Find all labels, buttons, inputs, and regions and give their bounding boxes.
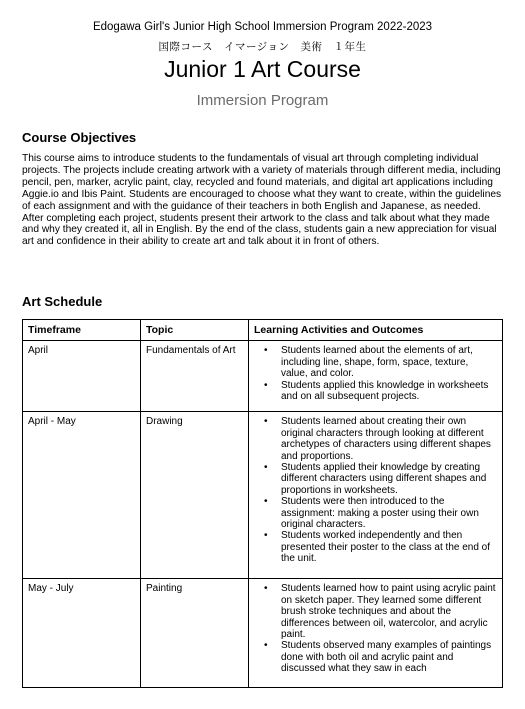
page-title: Junior 1 Art Course — [164, 56, 361, 82]
outcome-item: • Students were then introduced to the assignment: making a poster using their own original characters. — [281, 496, 497, 530]
outcomes-list — [254, 583, 497, 674]
school-program-line: Edogawa Girl's Junior High School Immersion Program 2022-2023 — [92, 21, 433, 33]
timeframe-cell: May - July — [23, 579, 141, 688]
table-row — [23, 412, 503, 579]
outcomes-list — [254, 345, 497, 402]
outcomes-cell — [249, 579, 503, 688]
outcome-item: • Students observed many examples of paintings done with both oil and acrylic paint and discussed what they saw in each — [281, 640, 497, 674]
program-subtitle: Immersion Program — [196, 92, 329, 109]
outcomes-cell — [249, 412, 503, 579]
column-header-outcomes: Learning Activities and Outcomes — [249, 320, 503, 341]
table-row — [23, 579, 503, 688]
outcome-item: • Students learned how to paint using acrylic paint on sketch paper. They learned some different brush stroke techniques and about the differences between oil, watercolor, and acrylic paint. — [281, 583, 497, 640]
japanese-course-line: 国際コース イマージョン 美術 １年生 — [158, 41, 367, 53]
art-schedule-heading: Art Schedule — [22, 294, 103, 309]
outcomes-cell — [249, 341, 503, 412]
topic-cell: Fundamentals of Art — [141, 341, 249, 412]
outcomes-list — [254, 416, 497, 564]
outcome-item: • Students learned about the elements of art, including line, shape, form, space, texture, value, and color. — [281, 345, 497, 379]
timeframe-cell: April - May — [23, 412, 141, 579]
topic-cell: Painting — [141, 579, 249, 688]
table-header-row — [23, 320, 503, 341]
column-header-topic: Topic — [141, 320, 249, 341]
outcome-item: • Students applied this knowledge in worksheets and on all subsequent projects. — [281, 380, 497, 403]
topic-cell: Drawing — [141, 412, 249, 579]
column-header-timeframe: Timeframe — [23, 320, 141, 341]
course-objectives-text: This course aims to introduce students to the fundamentals of visual art through completing individual projects. The projects include creating artwork with a variety of materials through different media, including pencil, pen, marker, acrylic paint, clay, recycled and found materials, and digital art applications including Aggie.io and Ibis Paint. Students are encouraged to choose what they want to create, within the guidelines of each assignment and with the guidance of their teachers in both English and Japanese, as needed. After completing each project, students present their artwork to the class and talk about what they made and why they created it, all in English. By the end of the class, students gain a new appreciation for visual art and confidence in their ability to create art and talk about it in front of others. — [22, 153, 502, 248]
outcome-item: • Students learned about creating their own original characters through looking at different archetypes of characters using different shapes and proportions. — [281, 416, 497, 462]
art-schedule-table — [22, 319, 503, 688]
outcome-item: • Students applied their knowledge by creating different characters using different shapes and proportions in worksheets. — [281, 462, 497, 496]
outcome-item: • Students worked independently and then presented their poster to the class at the end of the unit. — [281, 530, 497, 564]
timeframe-cell: April — [23, 341, 141, 412]
course-objectives-heading: Course Objectives — [22, 130, 137, 145]
table-row — [23, 341, 503, 412]
